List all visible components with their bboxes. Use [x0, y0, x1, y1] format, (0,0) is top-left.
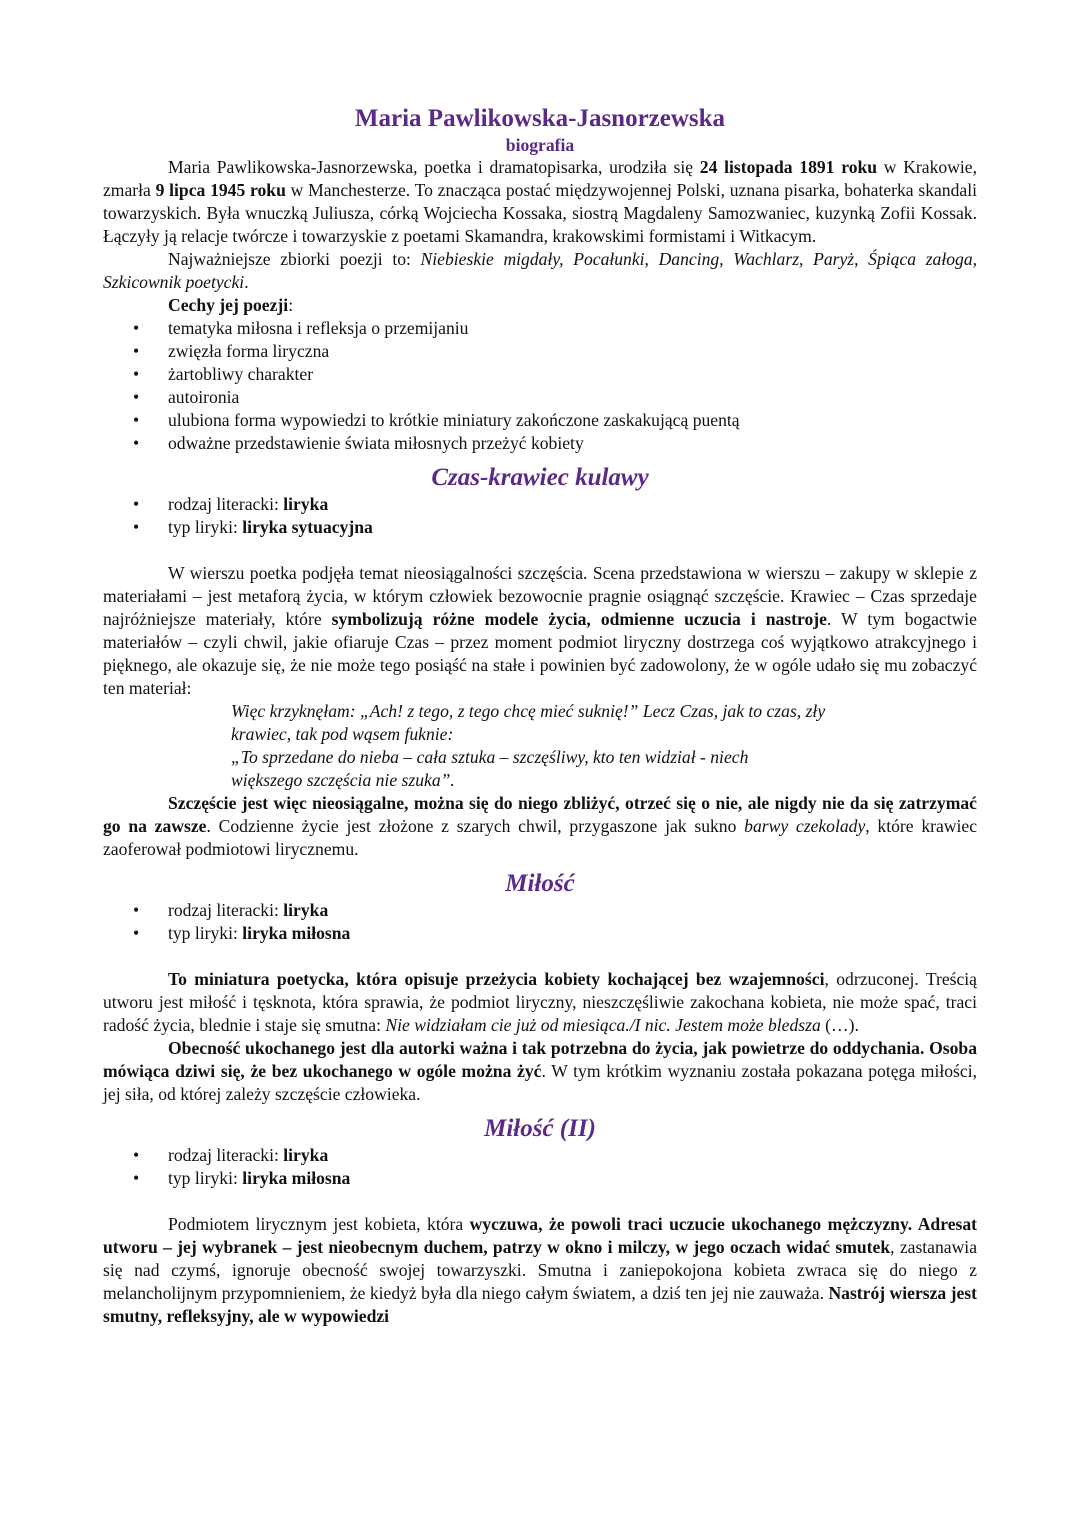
list-item: • tematyka miłosna i refleksja o przemijaniu [133, 318, 469, 338]
list-item: • rodzaj literacki: liryka [133, 494, 329, 514]
poem-title-milosc-ii: Miłość (II) [484, 1115, 596, 1142]
bullet-icon: • [133, 517, 140, 537]
list-item: • typ liryki: liryka sytuacyjna [133, 517, 373, 537]
poem2-info-list [103, 899, 977, 945]
features-list [103, 317, 977, 455]
page-title: Maria Pawlikowska-Jasnorzewska [354, 105, 726, 132]
poem2-paragraph-1: To miniatura poetycka, która opisuje przeżycia kobiety kochającej bez wzajemności, odrzuconej. Treścią utworu jest miłość i tęsknota, która sprawia, że podmiot liryczny, nieszczęśliwie zakochana kobieta, nie może spać, traci radość życia, blednie i staje się smutna: Nie widziałam cie już od miesiąca./I nic. Jestem może bledsza (…). [103, 969, 977, 1035]
list-item: • odważne przedstawienie świata miłosnych przeżyć kobiety [133, 433, 584, 453]
bullet-icon: • [133, 387, 140, 407]
bullet-icon: • [133, 923, 140, 943]
bio-paragraph-2: Najważniejsze zbiorki poezji to: Niebieskie migdały, Pocałunki, Dancing, Wachlarz, Paryż, Śpiąca załoga, Szkicownik poetycki. [103, 249, 978, 292]
bullet-icon: • [133, 900, 140, 920]
poem-quote: Więc krzyknęłam: „Ach! z tego, z tego chcę mieć suknię!” Lecz Czas, jak to czas, zły krawiec, tak pod wąsem fuknie: „To sprzedane do nieba – cała sztuka – szczęśliwy, kto ten widział - niech większego szczęścia nie szuka”. [231, 701, 826, 790]
list-item: • typ liryki: liryka miłosna [133, 1168, 351, 1188]
document-page [103, 104, 977, 1328]
features-heading: Cechy jej poezji: [168, 295, 294, 315]
list-item: • żartobliwy charakter [133, 364, 314, 384]
birth-date: 24 listopada 1891 roku [699, 157, 878, 177]
poem3-info-list [103, 1144, 977, 1190]
list-item: • zwięzła forma liryczna [133, 341, 330, 361]
poem1-paragraph-1: W wierszu poetka podjęła temat nieosiągalności szczęścia. Scena przedstawiona w wierszu – zakupy w sklepie z materiałami – jest metaforą życia, w którym człowiek bezowocnie pragnie osiągnąć szczęście. Krawiec – Czas sprzedaje najróżniejsze materiały, które symbolizują różne modele życia, odmienne uczucia i nastroje. W tym bogactwie materiałów – czyli chwil, jakie ofiaruje Czas – przez moment podmiot liryczny dostrzega coś wyjątkowo atrakcyjnego i pięknego, ale okazuje się, że nie może tego posiąść na stałe i powinien być zadowolony, że w ogóle udało się mu zobaczyć ten materiał: [103, 563, 977, 698]
poem-title-czas-krawiec: Czas-krawiec kulawy [431, 464, 649, 491]
bullet-icon: • [133, 364, 140, 384]
bullet-icon: • [133, 1145, 140, 1165]
poem2-paragraph-2: Obecność ukochanego jest dla autorki ważna i tak potrzebna do życia, jak powietrze do oddychania. Osoba mówiąca dziwi się, że bez ukochanego w ogóle można żyć. W tym krótkim wyznaniu została pokazana potęga miłości, jej siła, od której zależy szczęście człowieka. [103, 1038, 977, 1104]
bullet-icon: • [133, 1168, 140, 1188]
bullet-icon: • [133, 433, 140, 453]
bullet-icon: • [133, 494, 140, 514]
poem3-paragraph-1: Podmiotem lirycznym jest kobieta, która wyczuwa, że powoli traci uczucie ukochanego mężczyzny. Adresat utworu – jej wybranek – jest nieobecnym duchem, patrzy w okno i milczy, w jego oczach widać smutek, zastanawia się nad czymś, ignoruje obecność swojej towarzyszki. Smutna i zaniepokojona kobieta zwraca się do niego z melancholijnym przypomnieniem, że kiedyż była dla niego całym światem, a dziś ten jej nie zauważa. Nastrój wiersza jest smutny, refleksyjny, ale w wypowiedzi [103, 1214, 978, 1326]
list-item: • typ liryki: liryka miłosna [133, 923, 351, 943]
bio-paragraph-1: Maria Pawlikowska-Jasnorzewska, poetka i dramatopisarka, urodziła się 24 listopada 1891 roku w Krakowie, zmarła 9 lipca 1945 roku w Manchesterze. To znacząca postać międzywojennej Polski, uznana pisarka, bohaterka skandali towarzyskich. Była wnuczką Juliusza, córką Wojciecha Kossaka, siostrą Magdaleny Samozwaniec, kuzynką Zofii Kossak. Łączyły ją relacje twórcze i towarzyskie z poetami Skamandra, krakowskimi formistami i Witkacym. [103, 157, 978, 246]
collections-list: Niebieskie migdały, Pocałunki, Dancing, Wachlarz, Paryż, Śpiąca załoga, Szkicownik poetycki [103, 249, 978, 292]
list-item: • rodzaj literacki: liryka [133, 900, 329, 920]
page-subtitle: biografia [505, 135, 575, 155]
list-item: • ulubiona forma wypowiedzi to krótkie miniatury zakończone zaskakującą puentą [133, 410, 740, 430]
death-date: 9 lipca 1945 roku [155, 180, 286, 200]
list-item: • rodzaj literacki: liryka [133, 1145, 329, 1165]
bullet-icon: • [133, 318, 140, 338]
poem1-paragraph-2: Szczęście jest więc nieosiągalne, można się do niego zbliżyć, otrzeć się o nie, ale nigdy nie da się zatrzymać go na zawsze. Codzienne życie jest złożone z szarych chwil, przygaszone jak sukno barwy czekolady, które krawiec zaoferował podmiotowi lirycznemu. [103, 793, 978, 859]
bullet-icon: • [133, 410, 140, 430]
list-item: • autoironia [133, 387, 240, 407]
bullet-icon: • [133, 341, 140, 361]
poem-title-milosc: Miłość [505, 870, 575, 897]
poem1-info-list [103, 493, 977, 539]
